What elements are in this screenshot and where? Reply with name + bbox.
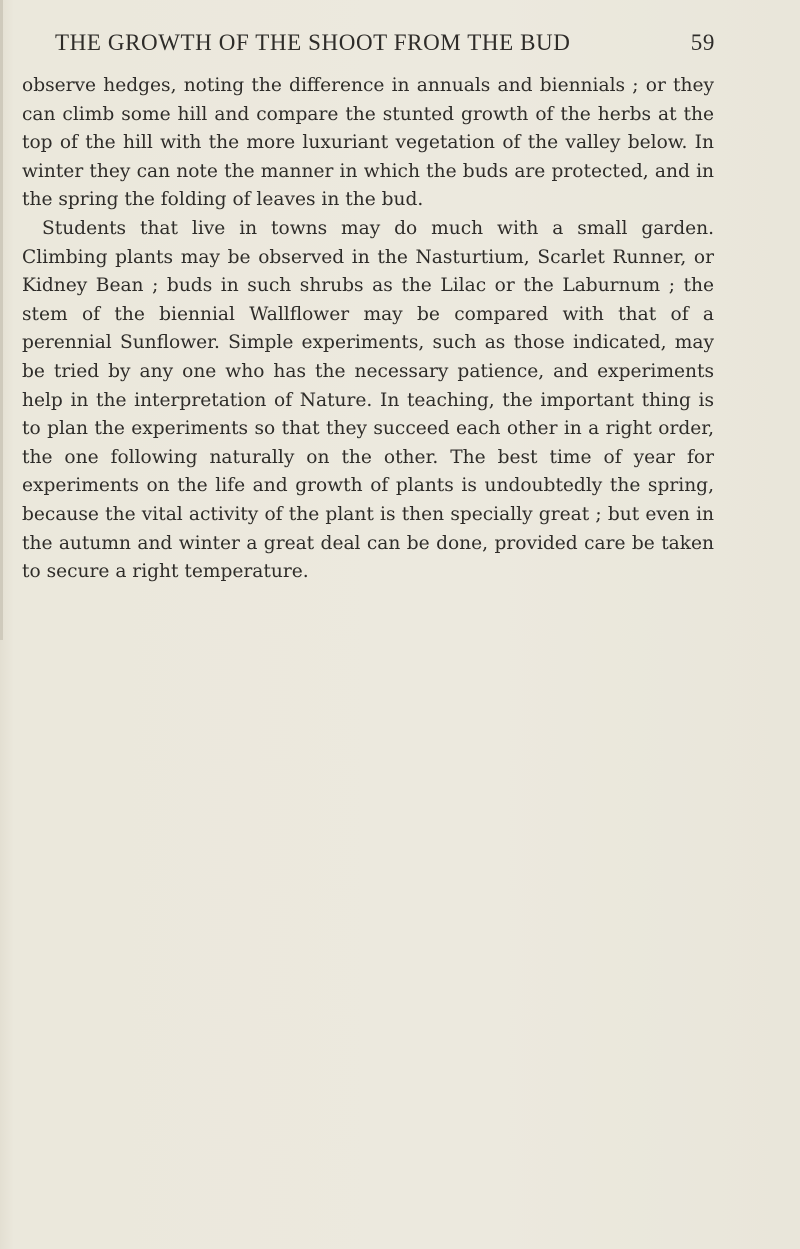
body-text (22, 72, 714, 587)
page-edge (0, 0, 3, 640)
page-number: 59 (690, 30, 715, 55)
paragraph-2: Students that live in towns may do much with a small garden. Climbing plants may be observed in the Nasturtium, Scarlet Runner, or Kidney Bean ; buds in such shrubs as the Lilac or the Laburnum ; the stem of the biennial Wallflower may be compared with that of a perennial Sunflower. Simple experiments, such as those indicated, may be tried by any one who has the necessary patience, and experiments help in the interpretation of Nature. In teaching, the important thing is to plan the experiments so that they succeed each other in a right order, the one following naturally on the other. The best time of year for experiments on the life and growth of plants is undoubtedly the spring, because the vital activity of the plant is then specially great ; but even in the autumn and winter a great deal can be done, provided care be taken to secure a right temperature. (22, 217, 714, 583)
running-head-title: THE GROWTH OF THE SHOOT FROM THE BUD (55, 30, 571, 55)
paragraph-1: observe hedges, noting the difference in annuals and biennials ; or they can climb some hill and compare the stunted growth of the herbs at the top of the hill with the more luxuriant vegetation of the valley below. In winter they can note the manner in which the buds are protected, and in the spring the folding of leaves in the bud. (22, 75, 714, 211)
running-head (55, 30, 715, 56)
